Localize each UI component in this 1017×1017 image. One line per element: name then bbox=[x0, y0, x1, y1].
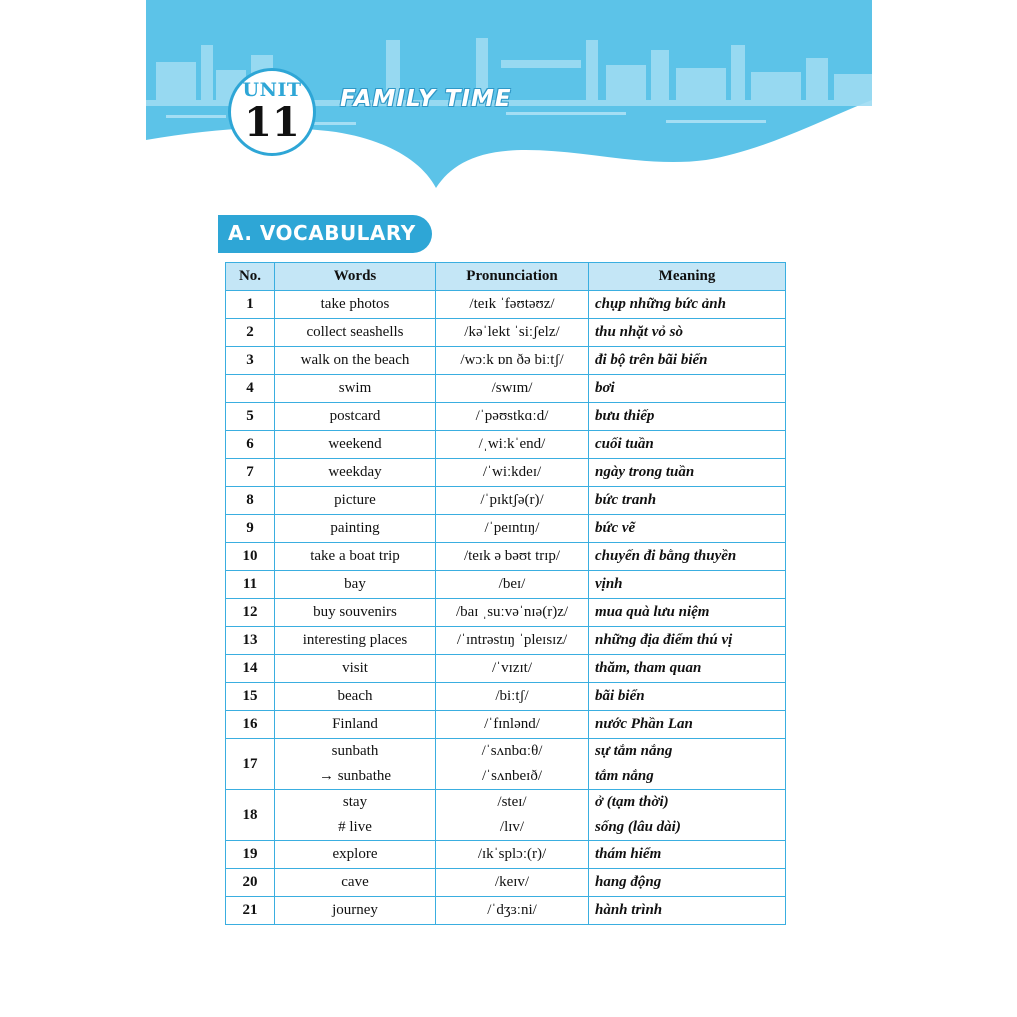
word-cell bbox=[275, 487, 436, 515]
meaning-cell bbox=[589, 375, 786, 403]
pronunciation-text: /ˈɪntrəstɪŋ ˈpleɪsɪz/ bbox=[456, 632, 568, 648]
section-heading bbox=[218, 215, 432, 253]
word-cell bbox=[275, 869, 436, 897]
word-text: buy souvenirs bbox=[313, 604, 397, 620]
pronunciation-text: /ɪkˈsplɔː(r)/ bbox=[477, 846, 547, 862]
pronunciation-cell bbox=[436, 627, 589, 655]
word-text: → sunbathe bbox=[318, 768, 392, 784]
meaning-cell bbox=[589, 599, 786, 627]
pronunciation-text: /ˌwiːkˈend/ bbox=[478, 436, 546, 452]
pronunciation-cell bbox=[436, 655, 589, 683]
row-number: 20 bbox=[226, 869, 275, 897]
table-row bbox=[226, 515, 786, 543]
word-text: explore bbox=[332, 846, 378, 862]
meaning-text: đi bộ trên bãi biển bbox=[595, 352, 708, 368]
row-number: 10 bbox=[226, 543, 275, 571]
table-row bbox=[226, 897, 786, 925]
word-cell bbox=[275, 897, 436, 925]
row-number: 15 bbox=[226, 683, 275, 711]
pronunciation-cell bbox=[436, 897, 589, 925]
word-text: Finland bbox=[332, 716, 378, 732]
word-text: journey bbox=[332, 902, 378, 918]
table-row bbox=[226, 403, 786, 431]
pronunciation-text: /ˈsʌnbɑːθ/ bbox=[481, 743, 543, 759]
meaning-cell bbox=[589, 291, 786, 319]
row-number: 9 bbox=[226, 515, 275, 543]
column-header-meaning: Meaning bbox=[589, 263, 786, 291]
pronunciation-cell bbox=[436, 431, 589, 459]
pronunciation-text: /biːtʃ/ bbox=[495, 688, 529, 704]
table-row bbox=[226, 319, 786, 347]
row-number: 1 bbox=[226, 291, 275, 319]
row-number: 2 bbox=[226, 319, 275, 347]
meaning-cell bbox=[589, 790, 786, 841]
pronunciation-text: /teɪk ˈfəʊtəʊz/ bbox=[469, 296, 555, 312]
pronunciation-cell bbox=[436, 543, 589, 571]
meaning-text: vịnh bbox=[595, 576, 623, 592]
pronunciation-text: /swɪm/ bbox=[491, 380, 533, 396]
pronunciation-cell bbox=[436, 319, 589, 347]
word-text: weekend bbox=[328, 436, 382, 452]
word-cell bbox=[275, 319, 436, 347]
pronunciation-text: /keɪv/ bbox=[494, 874, 530, 890]
word-text: stay bbox=[342, 794, 368, 810]
pronunciation-cell bbox=[436, 571, 589, 599]
pronunciation-text: /ˈpəʊstkɑːd/ bbox=[475, 408, 549, 424]
word-cell bbox=[275, 403, 436, 431]
row-number: 4 bbox=[226, 375, 275, 403]
pronunciation-text: /ˈwiːkdeɪ/ bbox=[482, 464, 542, 480]
table-row bbox=[226, 869, 786, 897]
meaning-text: chuyến đi bằng thuyền bbox=[595, 548, 737, 564]
pronunciation-text: /ˈpeɪntɪŋ/ bbox=[484, 520, 540, 536]
meaning-text: tắm nắng bbox=[595, 768, 654, 784]
word-cell bbox=[275, 627, 436, 655]
word-text: visit bbox=[342, 660, 368, 676]
pronunciation-text: /ˈdʒɜːni/ bbox=[487, 902, 537, 918]
word-cell bbox=[275, 790, 436, 841]
word-text: painting bbox=[330, 520, 380, 536]
meaning-text: thám hiểm bbox=[595, 846, 662, 862]
pronunciation-text: /lɪv/ bbox=[499, 819, 525, 835]
meaning-text: cuối tuần bbox=[595, 436, 654, 452]
row-number: 13 bbox=[226, 627, 275, 655]
word-cell bbox=[275, 543, 436, 571]
row-number: 7 bbox=[226, 459, 275, 487]
word-cell bbox=[275, 291, 436, 319]
pronunciation-cell bbox=[436, 291, 589, 319]
table-row bbox=[226, 683, 786, 711]
meaning-cell bbox=[589, 459, 786, 487]
vocabulary-table bbox=[225, 262, 786, 925]
table-row bbox=[226, 291, 786, 319]
pronunciation-cell bbox=[436, 739, 589, 790]
pronunciation-cell bbox=[436, 869, 589, 897]
table-row bbox=[226, 790, 786, 841]
pronunciation-text: /steɪ/ bbox=[497, 794, 527, 810]
pronunciation-cell bbox=[436, 711, 589, 739]
word-text: interesting places bbox=[302, 632, 408, 648]
table-row bbox=[226, 711, 786, 739]
meaning-cell bbox=[589, 403, 786, 431]
word-text: # live bbox=[338, 819, 372, 835]
table-row bbox=[226, 841, 786, 869]
table-row bbox=[226, 599, 786, 627]
row-number: 5 bbox=[226, 403, 275, 431]
word-cell bbox=[275, 683, 436, 711]
meaning-text: thăm, tham quan bbox=[595, 660, 702, 676]
row-number: 14 bbox=[226, 655, 275, 683]
word-text: picture bbox=[334, 492, 376, 508]
row-number: 17 bbox=[226, 739, 275, 790]
table-row bbox=[226, 459, 786, 487]
meaning-cell bbox=[589, 869, 786, 897]
table-row bbox=[226, 739, 786, 790]
unit-title: FAMILY TIME bbox=[340, 86, 512, 112]
word-text: weekday bbox=[328, 464, 382, 480]
row-number: 19 bbox=[226, 841, 275, 869]
word-cell bbox=[275, 711, 436, 739]
meaning-cell bbox=[589, 711, 786, 739]
column-header-no: No. bbox=[226, 263, 275, 291]
pronunciation-cell bbox=[436, 683, 589, 711]
pronunciation-text: /baɪ ˌsuːvəˈnɪə(r)z/ bbox=[455, 604, 569, 620]
meaning-text: bãi biển bbox=[595, 688, 645, 704]
meaning-text: hang động bbox=[595, 874, 662, 890]
table-row bbox=[226, 431, 786, 459]
column-header-pronunciation: Pronunciation bbox=[436, 263, 589, 291]
meaning-text: bức vẽ bbox=[595, 520, 636, 536]
meaning-cell bbox=[589, 319, 786, 347]
row-number: 3 bbox=[226, 347, 275, 375]
meaning-cell bbox=[589, 897, 786, 925]
meaning-cell bbox=[589, 841, 786, 869]
meaning-text: sự tắm nắng bbox=[595, 743, 673, 759]
row-number: 11 bbox=[226, 571, 275, 599]
pronunciation-cell bbox=[436, 841, 589, 869]
meaning-cell bbox=[589, 739, 786, 790]
meaning-text: những địa điểm thú vị bbox=[595, 632, 733, 648]
pronunciation-cell bbox=[436, 375, 589, 403]
meaning-cell bbox=[589, 431, 786, 459]
word-cell bbox=[275, 459, 436, 487]
row-number: 21 bbox=[226, 897, 275, 925]
row-number: 8 bbox=[226, 487, 275, 515]
meaning-cell bbox=[589, 571, 786, 599]
word-text: beach bbox=[337, 688, 373, 704]
word-cell bbox=[275, 841, 436, 869]
meaning-text: nước Phần Lan bbox=[595, 716, 693, 732]
meaning-text: bức tranh bbox=[595, 492, 657, 508]
table-row bbox=[226, 375, 786, 403]
word-cell bbox=[275, 599, 436, 627]
word-cell bbox=[275, 515, 436, 543]
pronunciation-text: /beɪ/ bbox=[498, 576, 526, 592]
table-row bbox=[226, 487, 786, 515]
meaning-text: mua quà lưu niệm bbox=[595, 604, 710, 620]
table-row bbox=[226, 655, 786, 683]
word-text: postcard bbox=[329, 408, 381, 424]
pronunciation-cell bbox=[436, 459, 589, 487]
meaning-text: chụp những bức ảnh bbox=[595, 296, 726, 312]
meaning-text: ngày trong tuần bbox=[595, 464, 695, 480]
row-number: 6 bbox=[226, 431, 275, 459]
meaning-text: sống (lâu dài) bbox=[595, 819, 681, 835]
section-title: A. VOCABULARY bbox=[228, 221, 416, 245]
word-text: bay bbox=[344, 576, 366, 592]
table-row bbox=[226, 347, 786, 375]
column-header-words: Words bbox=[275, 263, 436, 291]
meaning-cell bbox=[589, 655, 786, 683]
word-cell bbox=[275, 739, 436, 790]
word-text: collect seashells bbox=[306, 324, 404, 340]
meaning-cell bbox=[589, 627, 786, 655]
meaning-cell bbox=[589, 347, 786, 375]
table-header-row bbox=[226, 263, 786, 291]
pronunciation-text: /kəˈlekt ˈsiːʃelz/ bbox=[464, 324, 560, 340]
pronunciation-text: /ˈsʌnbeɪð/ bbox=[482, 768, 542, 784]
pronunciation-text: /teɪk ə bəʊt trɪp/ bbox=[463, 548, 561, 564]
meaning-cell bbox=[589, 543, 786, 571]
unit-badge bbox=[228, 68, 316, 156]
pronunciation-cell bbox=[436, 347, 589, 375]
row-number: 18 bbox=[226, 790, 275, 841]
meaning-text: thu nhặt vỏ sò bbox=[595, 324, 683, 340]
meaning-text: ở (tạm thời) bbox=[595, 794, 669, 810]
pronunciation-cell bbox=[436, 790, 589, 841]
word-text: cave bbox=[341, 874, 369, 890]
row-number: 16 bbox=[226, 711, 275, 739]
table-row bbox=[226, 627, 786, 655]
word-cell bbox=[275, 347, 436, 375]
pronunciation-cell bbox=[436, 403, 589, 431]
meaning-cell bbox=[589, 487, 786, 515]
pronunciation-text: /ˈfɪnlənd/ bbox=[484, 716, 540, 732]
word-text: walk on the beach bbox=[300, 352, 410, 368]
row-number: 12 bbox=[226, 599, 275, 627]
meaning-text: hành trình bbox=[595, 902, 663, 918]
meaning-text: bưu thiếp bbox=[595, 408, 655, 424]
word-text: swim bbox=[338, 380, 372, 396]
pronunciation-cell bbox=[436, 599, 589, 627]
meaning-cell bbox=[589, 683, 786, 711]
pronunciation-text: /ˈpɪktʃə(r)/ bbox=[480, 492, 544, 508]
word-text: take a boat trip bbox=[310, 548, 400, 564]
pronunciation-text: /wɔːk ɒn ðə biːtʃ/ bbox=[460, 352, 564, 368]
pronunciation-text: /ˈvɪzɪt/ bbox=[492, 660, 532, 676]
unit-number: 11 bbox=[244, 99, 300, 146]
word-cell bbox=[275, 375, 436, 403]
word-cell bbox=[275, 655, 436, 683]
pronunciation-cell bbox=[436, 515, 589, 543]
word-cell bbox=[275, 431, 436, 459]
table-row bbox=[226, 543, 786, 571]
word-cell bbox=[275, 571, 436, 599]
meaning-cell bbox=[589, 515, 786, 543]
table-row bbox=[226, 571, 786, 599]
pronunciation-cell bbox=[436, 487, 589, 515]
table-body bbox=[226, 291, 786, 925]
unit-label: UNIT bbox=[242, 79, 302, 101]
word-text: sunbath bbox=[331, 743, 379, 759]
word-text: take photos bbox=[320, 296, 390, 312]
meaning-text: bơi bbox=[595, 380, 615, 396]
